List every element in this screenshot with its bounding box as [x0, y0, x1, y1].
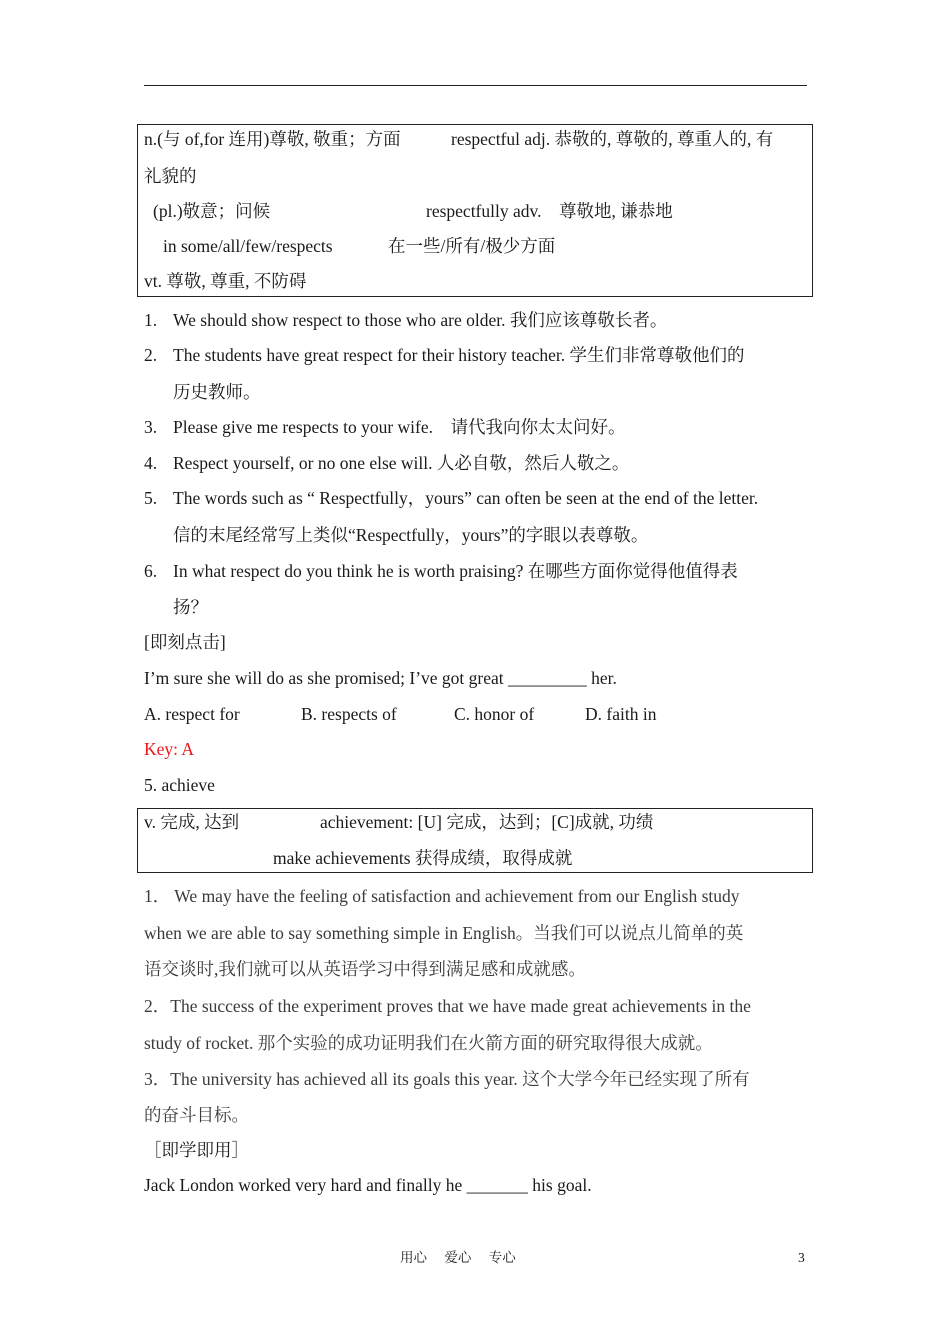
example-number: 4.	[144, 453, 158, 473]
example-number: 6.	[144, 561, 158, 581]
vocab-achieve-phrase: make achievements 获得成绩，取得成就	[273, 848, 573, 868]
quiz-option-a: A. respect for	[144, 704, 240, 724]
achieve-example-sentence: 1． We may have the feeling of satisfaction and achievement from our English study	[144, 886, 740, 906]
vocab-respect-plural: (pl.)敬意；问候	[153, 201, 271, 221]
example-sentence-cont: 信的末尾经常写上类似“Respectfully，yours”的字眼以表尊敬。	[173, 525, 649, 545]
example-number: 1.	[144, 310, 158, 330]
example-sentence: The students have great respect for their history teacher. 学生们非常尊敬他们的	[173, 345, 745, 365]
footer-motto: 用心 爱心 专心	[400, 1250, 516, 1265]
vocab-achieve-verb: v. 完成, 达到	[144, 812, 240, 832]
quiz-option-d: D. faith in	[585, 704, 657, 724]
quiz-option-b: B. respects of	[301, 704, 397, 724]
quiz-answer-key: Key: A	[144, 739, 195, 759]
vocab-respectful-adj-cont: 礼貌的	[144, 166, 197, 186]
achieve-example-sentence: 2．The success of the experiment proves that we have made great achievements in the	[144, 996, 751, 1016]
achieve-example-sentence-cont: study of rocket. 那个实验的成功证明我们在火箭方面的研究取得很大成就。	[144, 1033, 713, 1053]
achieve-example-sentence-cont: when we are able to say something simple in English。当我们可以说点儿简单的英	[144, 923, 744, 943]
section-heading-achieve: 5. achieve	[144, 775, 215, 795]
vocab-achievement-noun: achievement: [U] 完成，达到；[C]成就, 功绩	[320, 812, 654, 832]
vocab-phrase-respects-meaning: 在一些/所有/极少方面	[388, 236, 556, 256]
vocab-phrase-respects: in some/all/few/respects	[163, 236, 333, 256]
example-sentence: Please give me respects to your wife. 请代我向你太太问好。	[173, 417, 626, 437]
example-sentence: In what respect do you think he is worth praising? 在哪些方面你觉得他值得表	[173, 561, 738, 581]
achieve-example-sentence: 3．The university has achieved all its goals this year. 这个大学今年已经实现了所有	[144, 1069, 750, 1089]
vocab-respect-noun: n.(与 of,for 连用)尊敬, 敬重；方面	[144, 129, 401, 149]
vocab-respect-verb: vt. 尊敬, 尊重, 不防碍	[144, 271, 307, 291]
header-rule	[144, 85, 807, 86]
vocab-respectfully-adv: respectfully adv. 尊敬地, 谦恭地	[426, 201, 673, 221]
example-sentence: The words such as “ Respectfully，yours” can often be seen at the end of the letter.	[173, 488, 759, 508]
example-sentence: We should show respect to those who are older. 我们应该尊敬长者。	[173, 310, 668, 330]
quiz-question: Jack London worked very hard and finally he _______ his goal.	[144, 1175, 592, 1195]
quiz-heading: [即刻点击]	[144, 632, 226, 652]
example-number: 2.	[144, 345, 158, 365]
achieve-example-sentence-cont: 语交谈时,我们就可以从英语学习中得到满足感和成就感。	[144, 959, 586, 979]
example-sentence: Respect yourself, or no one else will. 人必自敬，然后人敬之。	[173, 453, 630, 473]
quiz-question: I’m sure she will do as she promised; I’ve got great _________ her.	[144, 668, 617, 688]
quiz-option-c: C. honor of	[454, 704, 535, 724]
achieve-example-sentence-cont: 的奋斗目标。	[144, 1105, 249, 1125]
example-sentence-cont: 扬？	[173, 597, 208, 617]
example-number: 5.	[144, 488, 158, 508]
example-sentence-cont: 历史教师。	[173, 382, 261, 402]
vocab-respectful-adj: respectful adj. 恭敬的, 尊敬的, 尊重人的, 有	[451, 129, 774, 149]
page-number: 3	[798, 1250, 805, 1265]
quiz-heading: ［即学即用］	[144, 1140, 249, 1160]
example-number: 3.	[144, 417, 158, 437]
